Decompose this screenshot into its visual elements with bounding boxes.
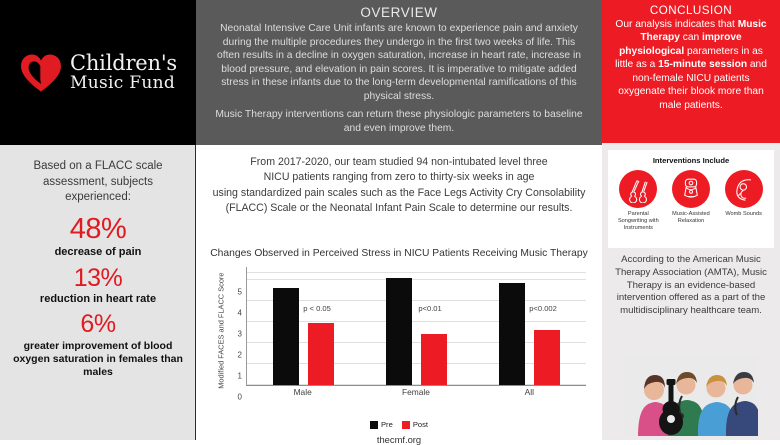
interventions-title: Interventions Include [652, 156, 730, 165]
heart-icon [19, 52, 63, 94]
chart-legend-label: Post [412, 420, 429, 429]
amta-panel [606, 252, 776, 320]
methods-line-3: using standardized pain scales such as the Face Legs Activity Cry Consolability [212, 186, 586, 199]
chart-bar-groups [247, 267, 586, 385]
chart-legend-item-post [402, 420, 428, 429]
chart-title: Changes Observed in Perceived Stress in NICU Patients Receiving Music Therapy [210, 248, 588, 259]
overview-panel [196, 0, 602, 145]
chart-bar-pre-male [273, 288, 299, 385]
right-column [602, 0, 780, 440]
intervention-caption-womb: Womb Sounds [725, 211, 762, 217]
conclusion-text-3: parameters in as little as a [615, 45, 763, 71]
chart-bar-post-all [534, 330, 560, 385]
chart-x-tick: Male [293, 387, 312, 397]
amta-text: According to the American Music Therapy Association (AMTA), Music Therapy is an evidence-based intervention offered as a part of the multidisciplinary healthcare team. [615, 254, 767, 316]
conclusion-bold-3: 15-minute session [658, 59, 748, 71]
chart-bar-group [473, 267, 586, 385]
conclusion-text-4: and non-female NICU patients oxygenate their blook more than male patients. [618, 59, 767, 111]
chart-x-tick: Female [402, 387, 430, 397]
overview-title: OVERVIEW [360, 5, 438, 20]
chart-y-tick: 2 [237, 350, 242, 360]
chart-plot-area [246, 267, 586, 386]
left-column [0, 0, 196, 440]
chart-pvalue-female: p<0.01 [418, 304, 442, 314]
chart-pvalue-all: p<0.002 [529, 304, 557, 314]
chart-bar-post-female [421, 334, 447, 385]
guitars-icon [619, 170, 657, 208]
chart-legend [202, 420, 596, 429]
intervention-item-womb [719, 170, 769, 218]
chart-bar-group [247, 267, 360, 385]
chart-bar-group [360, 267, 473, 385]
methods-panel [196, 145, 602, 220]
conclusion-title: CONCLUSION [649, 4, 733, 17]
conclusion-panel [602, 0, 780, 143]
chart-y-tick-labels [230, 273, 244, 402]
interventions-panel [608, 150, 774, 248]
chart-y-tick: 3 [237, 329, 242, 339]
chart-bar-pre-female [386, 278, 412, 385]
methods-line-4: (FLACC) Scale or the Neonatal Infant Pain Scale to determine our results. [225, 202, 573, 215]
stat-value-1: 48% [69, 212, 127, 245]
chart-y-tick: 1 [237, 371, 242, 381]
chart-legend-label: Pre [380, 420, 393, 429]
conclusion-text-2: can [679, 32, 703, 44]
stat-value-2: 13% [73, 263, 123, 292]
methods-line-1: From 2017-2020, our team studied 94 non-intubated level three [250, 156, 548, 168]
brand-line-1: Children's [69, 50, 177, 75]
chart-y-tick: 4 [237, 308, 242, 318]
chart-bar-post-male [308, 323, 334, 385]
brand-line-2: Music Fund [69, 73, 176, 94]
stat-caption-1: decrease of pain [54, 246, 142, 259]
intervention-item-relaxation [666, 170, 716, 225]
womb-fetus-icon [725, 170, 763, 208]
overview-paragraph-1: Neonatal Intensive Care Unit infants are known to experience pain and anxiety during the multiple procedures they undergo in the first two weeks of life. This often results in a decline in oxygen saturation, increase in heart rate, increase in blood pressure, and elevation in pain scores. It is imperative to mitigate added stress in these infants due to the long-term developmental ramifications of this physical stress. [216, 23, 582, 102]
footer-url[interactable]: thecmf.org [376, 434, 422, 445]
brand-logo-panel [0, 0, 196, 145]
conclusion-text-1: Our analysis indicates that [615, 19, 738, 30]
swaddled-baby-icon [672, 170, 710, 208]
chart-legend-swatch [402, 421, 410, 429]
healthcare-team-illustration [624, 356, 758, 436]
conclusion-body [612, 18, 770, 112]
intervention-item-songwriting [613, 170, 663, 232]
chart-y-axis-label: Modified FACES and FLACC Score [216, 272, 226, 390]
intervention-caption-relaxation: Music-Assisted Relaxation [672, 211, 710, 224]
stat-caption-2: reduction in heart rate [39, 293, 157, 306]
chart-legend-swatch [370, 421, 378, 429]
middle-column [196, 0, 602, 445]
overview-paragraph-2: Music Therapy interventions can return these physiologic parameters to baseline and even improve them. [215, 109, 583, 135]
conclusion-bold-2: improve physiological [619, 32, 742, 57]
statistics-lead-text: Based on a FLACC scale assessment, subjects experienced: [33, 160, 163, 204]
stat-caption-3: greater improvement of blood oxygen saturation in females than males [13, 339, 183, 378]
chart-pvalue-male: p < 0.05 [303, 304, 331, 314]
results-chart [202, 248, 596, 445]
chart-y-tick: 5 [237, 287, 242, 297]
stat-value-3: 6% [80, 310, 116, 339]
chart-x-tick: All [524, 387, 534, 397]
chart-x-tick-labels [246, 387, 586, 397]
methods-line-2: NICU patients ranging from zero to thirty-six weeks in age [263, 171, 535, 184]
chart-bar-pre-all [499, 283, 525, 385]
intervention-caption-songwriting: Parental Songwriting with Instruments [617, 211, 659, 231]
chart-y-tick: 0 [237, 392, 242, 402]
chart-legend-item-pre [370, 420, 393, 429]
conclusion-bold-1: Music Therapy [640, 19, 767, 44]
statistics-panel [0, 145, 196, 440]
